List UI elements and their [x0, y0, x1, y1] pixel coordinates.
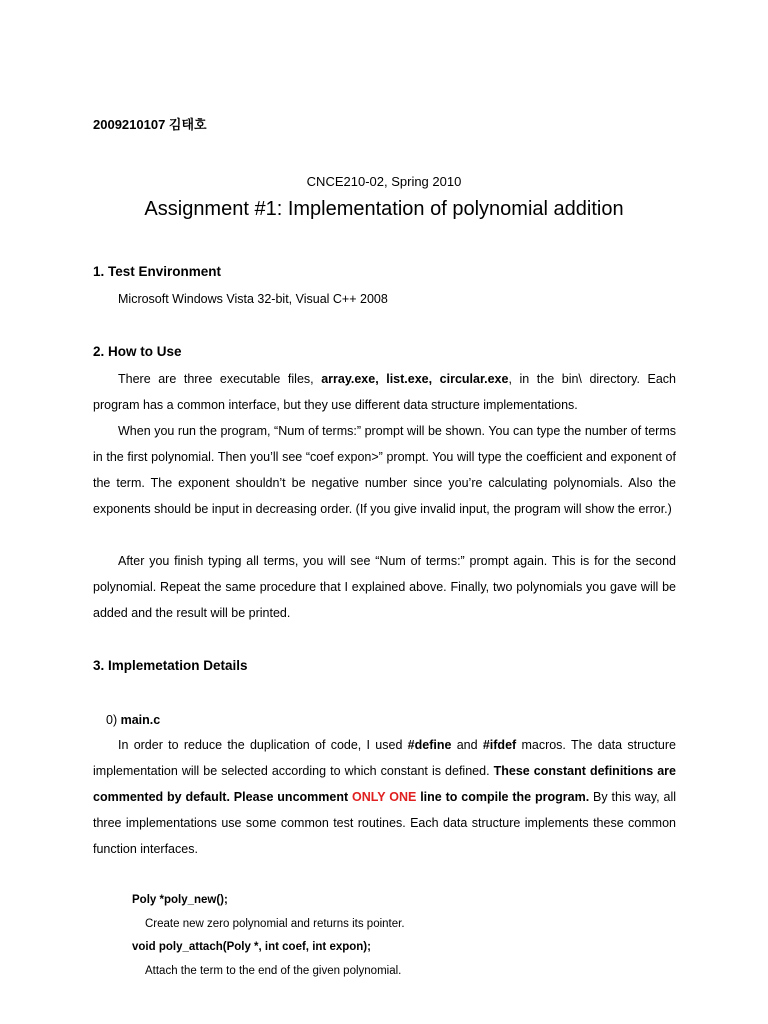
course-line: CNCE210-02, Spring 2010: [306, 174, 462, 189]
function-signature-poly-attach: void poly_attach(Poly *, int coef, int expon);: [132, 941, 371, 953]
how-to-use-paragraph-1: There are three executable files, array.exe, list.exe, circular.exe, in the bin\ directory. Each program has a common interface, but they use different data structure implementations.: [93, 372, 676, 412]
main-c-paragraph: In order to reduce the duplication of code, I used #define and #ifdef macros. The data structure implementation will be selected according to which constant is defined. These constant definitions are commented by default. Please uncomment ONLY ONE line to compile the program. By this way, all three implementations use some common test routines. Each data structure implements these common function interfaces.: [93, 738, 676, 856]
function-description-poly-attach: Attach the term to the end of the given polynomial.: [145, 965, 402, 977]
executable-file-names: array.exe, list.exe, circular.exe: [321, 372, 509, 386]
section-heading-implementation-details: 3. Implemetation Details: [93, 658, 248, 673]
uncomment-instruction: These constant definitions are commented by default. Please uncomment: [93, 764, 676, 804]
how-to-use-paragraph-3: After you finish typing all terms, you will see “Num of terms:” prompt again. This is for the second polynomial. Repeat the same procedure that I explained above. Finally, two polynomials you gave will be added and the result will be printed.: [93, 554, 676, 620]
only-one-highlight: ONLY ONE: [352, 790, 417, 804]
define-keyword: #define: [407, 738, 452, 752]
document-title: Assignment #1: Implementation of polynomial addition: [144, 198, 624, 220]
how-to-use-paragraph-2: When you run the program, “Num of terms:” prompt will be shown. You can type the number of terms in the first polynomial. Then you’ll see “coef expon>” prompt. You will type the coefficient and exponent of the term. The exponent shouldn’t be negative number since you’re calculating polynomials. Also the exponents should be input in decreasing order. (If you give invalid input, the program will show the error.): [93, 424, 676, 516]
test-environment-text: Microsoft Windows Vista 32-bit, Visual C++ 2008: [118, 292, 388, 306]
section-heading-how-to-use: 2. How to Use: [93, 344, 182, 359]
subsection-main-c: 0) main.c: [106, 713, 161, 727]
ifdef-keyword: #ifdef: [482, 738, 517, 752]
section-heading-test-environment: 1. Test Environment: [93, 264, 222, 279]
function-description-poly-new: Create new zero polynomial and returns its pointer.: [145, 918, 405, 930]
author-line: 2009210107 김태호: [93, 117, 207, 132]
function-signature-poly-new: Poly *poly_new();: [132, 894, 228, 906]
